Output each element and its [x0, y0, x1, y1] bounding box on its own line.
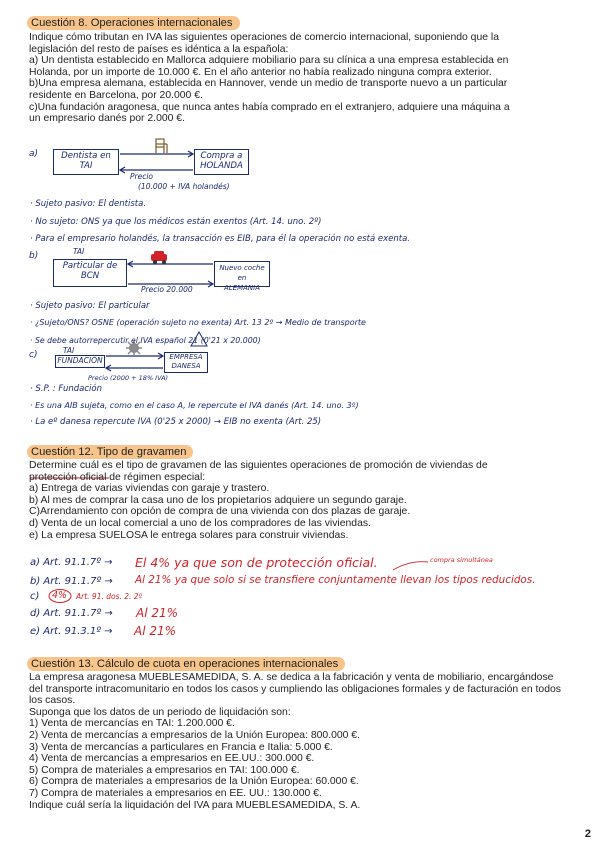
text-line: 6) Compra de materiales a empresarios de la Unión Europea: 60.000 €. [29, 776, 359, 788]
page-number: 2 [584, 828, 591, 840]
box-fundacion: FUNDACIÓN [55, 355, 105, 368]
label-a: a) [29, 149, 39, 159]
text-line: a) Un dentista establecido en Mallorca adquiere mobiliario para su clínica a una empresa establecida en [29, 55, 509, 67]
answer-a-text: El 4% ya que son de protección oficial. [135, 555, 378, 570]
text-line: Indique cómo tributan en IVA las siguientes operaciones de comercio internacional, suponiendo que la [29, 32, 499, 43]
arrow-label-precio: Precio (2000 + 18% IVA) [88, 374, 169, 382]
answer-e-ref: e) Art. 91.3.1º → [30, 626, 113, 637]
arrow-label-precio: Precio [130, 172, 154, 181]
side-note: compra simultánea [430, 556, 493, 564]
heading-cuestion-13: Cuestión 13. Cálculo de cuota en operaciones internacionales [27, 657, 345, 671]
answer-d-ref: d) Art. 91.1.7º → [30, 608, 113, 619]
text-line: c)Una fundación aragonesa, que nunca antes había comprado en el extranjero, adquiere una máquina a [29, 101, 510, 113]
box-subtitle: DANESA [171, 362, 201, 370]
text-line: Determine cuál es el tipo de gravamen de las siguientes operaciones de promoción de viviendas de [29, 460, 488, 471]
box-dentista [53, 149, 119, 175]
note-line: · Para el empresario holandés, la transacción es EIB, para él la operación no está exenta. [30, 234, 411, 244]
text-line: del transporte intracomunitario en todos los casos y cumpliendo las obligaciones formales y de facturación en todos [29, 683, 561, 695]
text-line: un empresario danés por 2.000 €. [29, 113, 185, 125]
text-line: 4) Venta de mercancías a empresarios en EE.UU.: 300.000 €. [29, 753, 315, 765]
text-line: e) La empresa SUELOSA le entrega solares para construir viviendas. [29, 529, 349, 541]
text-line: legislación del resto de países es idéntica a la española: [29, 43, 289, 55]
arrow-sub-precio: (10.000 + IVA holandés) [138, 182, 230, 191]
box-subtitle: ALEMANIA [223, 284, 261, 292]
note-line: · Sujeto pasivo: El particular [30, 301, 150, 311]
label-c: c) [29, 350, 38, 360]
text-line: Holanda, por un importe de 10.000 €. En el año anterior no había realizado ninguna compra exterior. [29, 66, 492, 78]
answer-c-note: Art. 91. dos. 2. 2º [76, 592, 143, 601]
chair-icon [156, 139, 167, 153]
text-line: 3) Venta de mercancías a particulares en Francia e Italia: 5.000 €. [29, 741, 333, 753]
text-line: Suponga que los datos de un periodo de liquidación son: [29, 706, 291, 718]
heading-cuestion-8: Cuestión 8. Operaciones internacionales [27, 16, 240, 30]
box-title: Particular de [62, 261, 118, 271]
note-line: · S.P. : Fundación [30, 384, 102, 394]
arrow-label-precio: Precio 20.000 [141, 285, 193, 294]
text-line: 7) Compra de materiales a empresarios en EE. UU.: 130.000 €. [29, 787, 322, 799]
answer-b-ref: b) Art. 91.1.7º → [30, 576, 113, 587]
text-line: d) Venta de un local comercial a uno de los compradores de las viviendas. [29, 517, 371, 529]
text-line: a) Entrega de varias viviendas con garaje y trastero. [29, 483, 270, 495]
box-title: EMPRESA [169, 353, 203, 361]
box-subtitle: BCN [80, 271, 100, 281]
text-line: 5) Compra de materiales a empresarios en TAI: 100.000 €. [29, 764, 300, 776]
note-line: · Sujeto pasivo: El dentista. [30, 199, 147, 209]
answer-a-ref: a) Art. 91.1.7º → [30, 557, 113, 568]
label-tai: TAI [73, 247, 85, 256]
text-line: los casos. [29, 695, 76, 707]
answer-d-text: Al 21% [136, 606, 179, 620]
q12-statement [29, 460, 488, 541]
label-tai: TAI [63, 346, 75, 355]
answer-c-ref: c) [30, 591, 40, 602]
q13-statement [29, 672, 561, 811]
label-b: b) [29, 251, 39, 261]
box-coche-alemania [214, 261, 270, 292]
answer-c-text: 4% [52, 590, 68, 601]
note-line: · No sujeto: ONS ya que los médicos están exentos (Art. 14. uno. 2º) [30, 217, 322, 227]
car-icon [151, 251, 167, 264]
box-title: Compra a [200, 151, 243, 161]
note-line: · La eº danesa repercute IVA (0'25 x 2000) → EIB no exenta (Art. 25) [30, 417, 322, 427]
note-line: · Es una AIB sujeta, como en el caso A, le repercute el IVA danés (Art. 14. uno. 3º) [30, 401, 359, 410]
box-title: Nuevo coche en [219, 264, 265, 282]
text-line: b) Al mes de comprar la casa uno de los propietarios adquiere un segundo garaje. [29, 494, 407, 506]
answer-e-text: Al 21% [134, 624, 177, 638]
box-title: Dentista en [61, 151, 111, 161]
text-line: b)Una empresa alemana, establecida en Hannover, vende un medio de transporte nuevo a un particular [29, 78, 508, 90]
note-line: · ¿Sujeto/ONS? OSNE (operación sujeto no exenta) Art. 13 2º → Medio de transporte [30, 318, 366, 327]
text-line: C)Arrendamiento con opción de compra de una vivienda con dos plazas de garaje. [29, 506, 411, 518]
answer-b-text: Al 21% ya que solo si se transfiere conjuntamente llevan los tipos reducidos. [135, 574, 536, 586]
box-compra-holanda [194, 149, 249, 175]
box-particular-bcn [53, 259, 127, 287]
text-line: 1) Venta de mercancías en TAI: 1.200.000 €. [29, 718, 235, 730]
text-line: protección oficial de régimen especial: [29, 471, 206, 483]
box-subtitle: TAI [79, 161, 93, 171]
box-empresa-danesa [164, 352, 208, 373]
note-line: · Se debe autorrepercutir el IVA español 21 (0'21 x 20.000) [30, 336, 261, 345]
text-line: 2) Venta de mercancías a empresarios de la Unión Europea: 800.000 €. [29, 729, 360, 741]
text-line: residente en Barcelona, por 20.000 €. [29, 89, 203, 101]
text-line: Indique cuál sería la liquidación del IVA para MUEBLESAMEDIDA, S. A. [29, 799, 361, 811]
box-subtitle: HOLANDA [200, 161, 243, 171]
heading-cuestion-12: Cuestión 12. Tipo de gravamen [27, 445, 193, 459]
text-line: La empresa aragonesa MUEBLESAMEDIDA, S. A. se dedica a la fabricación y venta de mobiliario, encargándose [29, 672, 554, 683]
